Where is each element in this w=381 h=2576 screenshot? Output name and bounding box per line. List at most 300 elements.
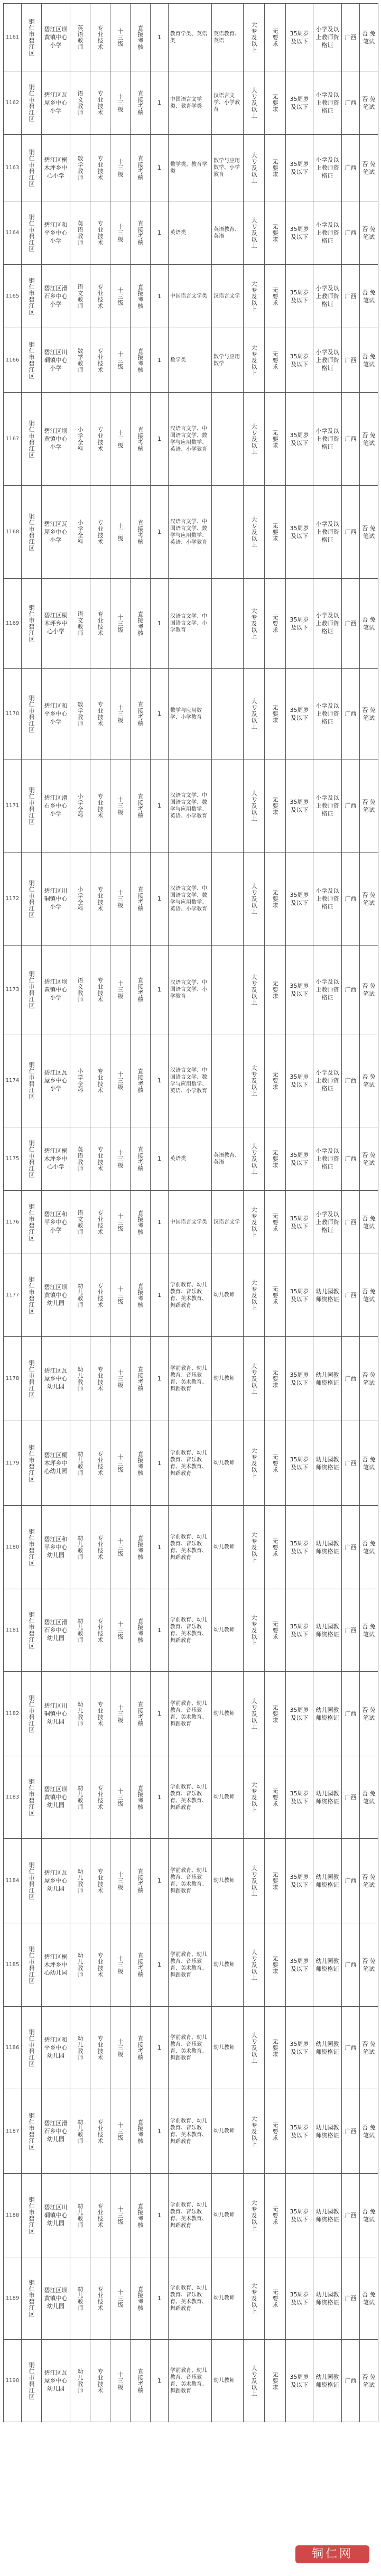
table-row bbox=[4, 1421, 378, 1506]
level-cell: 十三级 bbox=[110, 1506, 131, 1589]
region-cell: 广西 bbox=[342, 1923, 360, 2007]
school-cell: 碧江区坝黄镇中心小学 bbox=[42, 393, 70, 486]
row-id-cell: 1162 bbox=[4, 71, 22, 135]
degree-cell: 无要求 bbox=[265, 328, 286, 393]
method-cell: 直接考核 bbox=[131, 1191, 151, 1254]
remark-cell: 否 免笔试 bbox=[360, 328, 378, 393]
level-cell: 十三级 bbox=[110, 135, 131, 201]
major-cell: 汉语言文学、中国语言文学、数学与应用数学、英语、小学教育 bbox=[169, 486, 212, 579]
education-cell: 大专及以上 bbox=[244, 486, 265, 579]
row-id-cell: 1186 bbox=[4, 2007, 22, 2089]
major-alt-cell: 幼儿教师 bbox=[212, 2089, 244, 2174]
unit-cell: 铜仁市碧江区 bbox=[22, 853, 42, 946]
school-cell: 碧江区川硐镇中心小学 bbox=[42, 853, 70, 946]
age-cell: 35周岁及以下 bbox=[286, 1127, 313, 1191]
region-cell: 广西 bbox=[342, 4, 360, 71]
category-cell: 专业技术 bbox=[90, 1191, 110, 1254]
school-cell: 碧江区滑石乡中心小学 bbox=[42, 759, 70, 853]
level-cell: 十三级 bbox=[110, 759, 131, 853]
certificate-cell: 小学及以上教师资格证 bbox=[313, 71, 342, 135]
post-cell: 小学全科 bbox=[70, 486, 90, 579]
category-cell: 专业技术 bbox=[90, 135, 110, 201]
unit-cell: 铜仁市碧江区 bbox=[22, 1589, 42, 1672]
degree-cell: 无要求 bbox=[265, 1421, 286, 1506]
remark-cell: 否 免笔试 bbox=[360, 2257, 378, 2340]
certificate-cell: 幼儿园教师资格证 bbox=[313, 1756, 342, 1839]
major-alt-cell: 幼儿教师 bbox=[212, 1506, 244, 1589]
category-cell: 专业技术 bbox=[90, 2007, 110, 2089]
count-cell: 1 bbox=[151, 1589, 169, 1672]
unit-cell: 铜仁市碧江区 bbox=[22, 328, 42, 393]
table-row bbox=[4, 1254, 378, 1337]
row-id-cell: 1180 bbox=[4, 1506, 22, 1589]
table-row bbox=[4, 201, 378, 265]
major-cell: 汉语言文学、中国语言文学、数学与应用数学、英语、小学教育 bbox=[169, 853, 212, 946]
level-cell: 十三级 bbox=[110, 2089, 131, 2174]
certificate-cell: 小学及以上教师资格证 bbox=[313, 4, 342, 71]
major-cell: 学前教育、幼儿教育、音乐教育、美术教育、舞蹈教育 bbox=[169, 2007, 212, 2089]
category-cell: 专业技术 bbox=[90, 1127, 110, 1191]
degree-cell: 无要求 bbox=[265, 1337, 286, 1421]
table-row bbox=[4, 2257, 378, 2340]
post-cell: 幼儿教师 bbox=[70, 1421, 90, 1506]
method-cell: 直接考核 bbox=[131, 1589, 151, 1672]
degree-cell: 无要求 bbox=[265, 759, 286, 853]
count-cell: 1 bbox=[151, 1672, 169, 1756]
major-alt-cell: 汉语言文学 bbox=[212, 1191, 244, 1254]
region-cell: 广西 bbox=[342, 486, 360, 579]
certificate-cell: 幼儿园教师资格证 bbox=[313, 1839, 342, 1923]
major-cell: 教育学类、英语类 bbox=[169, 4, 212, 71]
level-cell: 十三级 bbox=[110, 1839, 131, 1923]
school-cell: 碧江区和平乡中心幼儿园 bbox=[42, 1506, 70, 1589]
unit-cell: 铜仁市碧江区 bbox=[22, 1337, 42, 1421]
remark-cell: 否 免笔试 bbox=[360, 1672, 378, 1756]
age-cell: 35周岁及以下 bbox=[286, 2340, 313, 2422]
school-cell: 碧江区坝黄镇中心小学 bbox=[42, 4, 70, 71]
method-cell: 直接考核 bbox=[131, 1839, 151, 1923]
remark-cell: 否 免笔试 bbox=[360, 1589, 378, 1672]
unit-cell: 铜仁市碧江区 bbox=[22, 1421, 42, 1506]
school-cell: 碧江区瓦屋乡中心小学 bbox=[42, 1034, 70, 1127]
education-cell: 大专及以上 bbox=[244, 1839, 265, 1923]
major-alt-cell: 幼儿教师 bbox=[212, 1672, 244, 1756]
region-cell: 广西 bbox=[342, 579, 360, 669]
age-cell: 35周岁及以下 bbox=[286, 2174, 313, 2257]
school-cell: 碧江区桐木坪乡中心幼儿园 bbox=[42, 1923, 70, 2007]
method-cell: 直接考核 bbox=[131, 135, 151, 201]
row-id-cell: 1177 bbox=[4, 1254, 22, 1337]
school-cell: 碧江区瓦屋乡中心小学 bbox=[42, 71, 70, 135]
category-cell: 专业技术 bbox=[90, 759, 110, 853]
major-alt-cell: 幼儿教师 bbox=[212, 2340, 244, 2422]
method-cell: 直接考核 bbox=[131, 1254, 151, 1337]
major-cell: 学前教育、幼儿教育、音乐教育、美术教育、舞蹈教育 bbox=[169, 1506, 212, 1589]
remark-cell: 否 免笔试 bbox=[360, 1923, 378, 2007]
level-cell: 十三级 bbox=[110, 2340, 131, 2422]
age-cell: 35周岁及以下 bbox=[286, 1672, 313, 1756]
remark-cell: 否 免笔试 bbox=[360, 2089, 378, 2174]
certificate-cell: 幼儿园教师资格证 bbox=[313, 2089, 342, 2174]
row-id-cell: 1170 bbox=[4, 669, 22, 759]
degree-cell: 无要求 bbox=[265, 1127, 286, 1191]
age-cell: 35周岁及以下 bbox=[286, 1034, 313, 1127]
unit-cell: 铜仁市碧江区 bbox=[22, 135, 42, 201]
major-cell: 学前教育、幼儿教育、音乐教育、美术教育、舞蹈教育 bbox=[169, 2257, 212, 2340]
category-cell: 专业技术 bbox=[90, 1923, 110, 2007]
unit-cell: 铜仁市碧江区 bbox=[22, 1034, 42, 1127]
post-cell: 幼儿教师 bbox=[70, 1337, 90, 1421]
age-cell: 35周岁及以下 bbox=[286, 1756, 313, 1839]
major-alt-cell: 幼儿教师 bbox=[212, 1923, 244, 2007]
education-cell: 大专及以上 bbox=[244, 71, 265, 135]
education-cell: 大专及以上 bbox=[244, 2340, 265, 2422]
category-cell: 专业技术 bbox=[90, 1034, 110, 1127]
level-cell: 十三级 bbox=[110, 486, 131, 579]
major-cell: 英语类 bbox=[169, 201, 212, 265]
school-cell: 碧江区瓦屋乡中心幼儿园 bbox=[42, 1839, 70, 1923]
method-cell: 直接考核 bbox=[131, 2340, 151, 2422]
category-cell: 专业技术 bbox=[90, 1421, 110, 1506]
certificate-cell: 小学及以上教师资格证 bbox=[313, 853, 342, 946]
education-cell: 大专及以上 bbox=[244, 4, 265, 71]
education-cell: 大专及以上 bbox=[244, 1127, 265, 1191]
count-cell: 1 bbox=[151, 946, 169, 1034]
unit-cell: 铜仁市碧江区 bbox=[22, 486, 42, 579]
major-cell: 汉语言文学、中国语言文学、数学与应用数学、英语、小学教育 bbox=[169, 393, 212, 486]
level-cell: 十三级 bbox=[110, 579, 131, 669]
education-cell: 大专及以上 bbox=[244, 2007, 265, 2089]
table-row bbox=[4, 759, 378, 853]
region-cell: 广西 bbox=[342, 2257, 360, 2340]
post-cell: 数学教师 bbox=[70, 328, 90, 393]
major-cell: 学前教育、幼儿教育、音乐教育、美术教育、舞蹈教育 bbox=[169, 1756, 212, 1839]
major-alt-cell: 幼儿教师 bbox=[212, 1421, 244, 1506]
row-id-cell: 1171 bbox=[4, 759, 22, 853]
school-cell: 碧江区坝黄镇中心小学 bbox=[42, 946, 70, 1034]
education-cell: 大专及以上 bbox=[244, 946, 265, 1034]
row-id-cell: 1176 bbox=[4, 1191, 22, 1254]
level-cell: 十三级 bbox=[110, 201, 131, 265]
degree-cell: 无要求 bbox=[265, 1756, 286, 1839]
education-cell: 大专及以上 bbox=[244, 1923, 265, 2007]
certificate-cell: 幼儿园教师资格证 bbox=[313, 1337, 342, 1421]
certificate-cell: 小学及以上教师资格证 bbox=[313, 328, 342, 393]
school-cell: 碧江区坝黄镇中心幼儿园 bbox=[42, 2257, 70, 2340]
age-cell: 35周岁及以下 bbox=[286, 759, 313, 853]
table-row bbox=[4, 2007, 378, 2089]
count-cell: 1 bbox=[151, 1337, 169, 1421]
post-cell: 幼儿教师 bbox=[70, 2257, 90, 2340]
level-cell: 十三级 bbox=[110, 1672, 131, 1756]
row-id-cell: 1184 bbox=[4, 1839, 22, 1923]
education-cell: 大专及以上 bbox=[244, 2174, 265, 2257]
school-cell: 碧江区和平乡中心幼儿园 bbox=[42, 2007, 70, 2089]
age-cell: 35周岁及以下 bbox=[286, 579, 313, 669]
age-cell: 35周岁及以下 bbox=[286, 669, 313, 759]
count-cell: 1 bbox=[151, 4, 169, 71]
certificate-cell: 小学及以上教师资格证 bbox=[313, 265, 342, 328]
method-cell: 直接考核 bbox=[131, 669, 151, 759]
age-cell: 35周岁及以下 bbox=[286, 853, 313, 946]
degree-cell: 无要求 bbox=[265, 1589, 286, 1672]
table-row bbox=[4, 1839, 378, 1923]
region-cell: 广西 bbox=[342, 1127, 360, 1191]
post-cell: 语文教师 bbox=[70, 71, 90, 135]
education-cell: 大专及以上 bbox=[244, 2089, 265, 2174]
remark-cell: 否 免笔试 bbox=[360, 265, 378, 328]
major-cell: 学前教育、幼儿教育、音乐教育、美术教育、舞蹈教育 bbox=[169, 2174, 212, 2257]
age-cell: 35周岁及以下 bbox=[286, 4, 313, 71]
unit-cell: 铜仁市碧江区 bbox=[22, 4, 42, 71]
unit-cell: 铜仁市碧江区 bbox=[22, 265, 42, 328]
table-row bbox=[4, 1756, 378, 1839]
unit-cell: 铜仁市碧江区 bbox=[22, 669, 42, 759]
category-cell: 专业技术 bbox=[90, 4, 110, 71]
category-cell: 专业技术 bbox=[90, 1337, 110, 1421]
major-alt-cell bbox=[212, 946, 244, 1034]
degree-cell: 无要求 bbox=[265, 1191, 286, 1254]
certificate-cell: 幼儿园教师资格证 bbox=[313, 1506, 342, 1589]
row-id-cell: 1189 bbox=[4, 2257, 22, 2340]
post-cell: 幼儿教师 bbox=[70, 1506, 90, 1589]
table-row bbox=[4, 1127, 378, 1191]
certificate-cell: 幼儿园教师资格证 bbox=[313, 1254, 342, 1337]
degree-cell: 无要求 bbox=[265, 71, 286, 135]
level-cell: 十三级 bbox=[110, 1254, 131, 1337]
post-cell: 语文教师 bbox=[70, 946, 90, 1034]
row-id-cell: 1190 bbox=[4, 2340, 22, 2422]
region-cell: 广西 bbox=[342, 1756, 360, 1839]
region-cell: 广西 bbox=[342, 2089, 360, 2174]
row-id-cell: 1166 bbox=[4, 328, 22, 393]
unit-cell: 铜仁市碧江区 bbox=[22, 71, 42, 135]
remark-cell: 否 免笔试 bbox=[360, 486, 378, 579]
major-alt-cell: 幼儿教师 bbox=[212, 2174, 244, 2257]
table-row bbox=[4, 393, 378, 486]
count-cell: 1 bbox=[151, 2089, 169, 2174]
unit-cell: 铜仁市碧江区 bbox=[22, 946, 42, 1034]
unit-cell: 铜仁市碧江区 bbox=[22, 1756, 42, 1839]
major-cell: 汉语言文学、中国语言文学、小学教育 bbox=[169, 946, 212, 1034]
unit-cell: 铜仁市碧江区 bbox=[22, 2257, 42, 2340]
level-cell: 十三级 bbox=[110, 1191, 131, 1254]
remark-cell: 否 免笔试 bbox=[360, 2007, 378, 2089]
age-cell: 35周岁及以下 bbox=[286, 1191, 313, 1254]
row-id-cell: 1179 bbox=[4, 1421, 22, 1506]
table-row bbox=[4, 1506, 378, 1589]
unit-cell: 铜仁市碧江区 bbox=[22, 1839, 42, 1923]
method-cell: 直接考核 bbox=[131, 4, 151, 71]
region-cell: 广西 bbox=[342, 1034, 360, 1127]
method-cell: 直接考核 bbox=[131, 579, 151, 669]
major-cell: 学前教育、幼儿教育、音乐教育、美术教育、舞蹈教育 bbox=[169, 1337, 212, 1421]
remark-cell: 否 免笔试 bbox=[360, 4, 378, 71]
table-row bbox=[4, 579, 378, 669]
degree-cell: 无要求 bbox=[265, 135, 286, 201]
region-cell: 广西 bbox=[342, 1506, 360, 1589]
major-alt-cell: 英语教育、英语 bbox=[212, 4, 244, 71]
post-cell: 幼儿教师 bbox=[70, 1254, 90, 1337]
degree-cell: 无要求 bbox=[265, 1034, 286, 1127]
age-cell: 35周岁及以下 bbox=[286, 486, 313, 579]
method-cell: 直接考核 bbox=[131, 759, 151, 853]
category-cell: 专业技术 bbox=[90, 201, 110, 265]
method-cell: 直接考核 bbox=[131, 853, 151, 946]
degree-cell: 无要求 bbox=[265, 2007, 286, 2089]
table-row bbox=[4, 328, 378, 393]
row-id-cell: 1188 bbox=[4, 2174, 22, 2257]
post-cell: 英语教师 bbox=[70, 1127, 90, 1191]
certificate-cell: 小学及以上教师资格证 bbox=[313, 946, 342, 1034]
major-cell: 汉语言文学、中国语言文学、数学与应用数学、英语、小学教育 bbox=[169, 1034, 212, 1127]
level-cell: 十三级 bbox=[110, 946, 131, 1034]
row-id-cell: 1161 bbox=[4, 4, 22, 71]
age-cell: 35周岁及以下 bbox=[286, 1839, 313, 1923]
remark-cell: 否 免笔试 bbox=[360, 393, 378, 486]
certificate-cell: 小学及以上教师资格证 bbox=[313, 1191, 342, 1254]
unit-cell: 铜仁市碧江区 bbox=[22, 1923, 42, 2007]
table-row bbox=[4, 1589, 378, 1672]
row-id-cell: 1182 bbox=[4, 1672, 22, 1756]
major-cell: 学前教育、幼儿教育、音乐教育、美术教育、舞蹈教育 bbox=[169, 2340, 212, 2422]
table-row bbox=[4, 265, 378, 328]
table-row bbox=[4, 1034, 378, 1127]
recruitment-table bbox=[3, 3, 378, 2422]
certificate-cell: 小学及以上教师资格证 bbox=[313, 579, 342, 669]
major-cell: 学前教育、幼儿教育、音乐教育、美术教育、舞蹈教育 bbox=[169, 2089, 212, 2174]
count-cell: 1 bbox=[151, 393, 169, 486]
level-cell: 十三级 bbox=[110, 1127, 131, 1191]
unit-cell: 铜仁市碧江区 bbox=[22, 1254, 42, 1337]
region-cell: 广西 bbox=[342, 135, 360, 201]
level-cell: 十三级 bbox=[110, 669, 131, 759]
count-cell: 1 bbox=[151, 135, 169, 201]
count-cell: 1 bbox=[151, 853, 169, 946]
category-cell: 专业技术 bbox=[90, 2257, 110, 2340]
post-cell: 语文教师 bbox=[70, 1191, 90, 1254]
certificate-cell: 幼儿园教师资格证 bbox=[313, 2340, 342, 2422]
certificate-cell: 小学及以上教师资格证 bbox=[313, 135, 342, 201]
post-cell: 幼儿教师 bbox=[70, 2340, 90, 2422]
row-id-cell: 1168 bbox=[4, 486, 22, 579]
major-cell: 英语类 bbox=[169, 1127, 212, 1191]
major-alt-cell: 英语教育、英语 bbox=[212, 201, 244, 265]
age-cell: 35周岁及以下 bbox=[286, 1506, 313, 1589]
category-cell: 专业技术 bbox=[90, 1589, 110, 1672]
region-cell: 广西 bbox=[342, 1254, 360, 1337]
major-alt-cell: 汉语言文学 bbox=[212, 265, 244, 328]
post-cell: 小学全科 bbox=[70, 1034, 90, 1127]
school-cell: 碧江区瓦屋乡中心小学 bbox=[42, 486, 70, 579]
level-cell: 十三级 bbox=[110, 328, 131, 393]
post-cell: 幼儿教师 bbox=[70, 2089, 90, 2174]
count-cell: 1 bbox=[151, 1839, 169, 1923]
major-cell: 数学类、教育学类 bbox=[169, 135, 212, 201]
age-cell: 35周岁及以下 bbox=[286, 2089, 313, 2174]
region-cell: 广西 bbox=[342, 201, 360, 265]
count-cell: 1 bbox=[151, 1034, 169, 1127]
major-cell: 学前教育、幼儿教育、音乐教育、美术教育、舞蹈教育 bbox=[169, 1589, 212, 1672]
method-cell: 直接考核 bbox=[131, 1127, 151, 1191]
degree-cell: 无要求 bbox=[265, 1672, 286, 1756]
major-alt-cell bbox=[212, 853, 244, 946]
count-cell: 1 bbox=[151, 1191, 169, 1254]
age-cell: 35周岁及以下 bbox=[286, 1421, 313, 1506]
major-alt-cell: 幼儿教师 bbox=[212, 2007, 244, 2089]
region-cell: 广西 bbox=[342, 1589, 360, 1672]
level-cell: 十三级 bbox=[110, 71, 131, 135]
certificate-cell: 幼儿园教师资格证 bbox=[313, 1923, 342, 2007]
post-cell: 语文教师 bbox=[70, 579, 90, 669]
table-row bbox=[4, 853, 378, 946]
education-cell: 大专及以上 bbox=[244, 1421, 265, 1506]
major-cell: 学前教育、幼儿教育、音乐教育、美术教育、舞蹈教育 bbox=[169, 1254, 212, 1337]
method-cell: 直接考核 bbox=[131, 2257, 151, 2340]
education-cell: 大专及以上 bbox=[244, 1254, 265, 1337]
school-cell: 碧江区和平乡中心小学 bbox=[42, 201, 70, 265]
major-alt-cell bbox=[212, 579, 244, 669]
certificate-cell: 小学及以上教师资格证 bbox=[313, 201, 342, 265]
major-alt-cell bbox=[212, 393, 244, 486]
table-row bbox=[4, 669, 378, 759]
category-cell: 专业技术 bbox=[90, 265, 110, 328]
level-cell: 十三级 bbox=[110, 2007, 131, 2089]
table-row bbox=[4, 71, 378, 135]
remark-cell: 否 免笔试 bbox=[360, 1756, 378, 1839]
region-cell: 广西 bbox=[342, 265, 360, 328]
count-cell: 1 bbox=[151, 759, 169, 853]
category-cell: 专业技术 bbox=[90, 1672, 110, 1756]
unit-cell: 铜仁市碧江区 bbox=[22, 1672, 42, 1756]
certificate-cell: 小学及以上教师资格证 bbox=[313, 669, 342, 759]
category-cell: 专业技术 bbox=[90, 853, 110, 946]
school-cell: 碧江区滑石乡中心小学 bbox=[42, 265, 70, 328]
region-cell: 广西 bbox=[342, 853, 360, 946]
remark-cell: 否 免笔试 bbox=[360, 946, 378, 1034]
major-alt-cell: 数学与应用数学、小学教育 bbox=[212, 135, 244, 201]
post-cell: 小学全科 bbox=[70, 853, 90, 946]
unit-cell: 铜仁市碧江区 bbox=[22, 2089, 42, 2174]
method-cell: 直接考核 bbox=[131, 393, 151, 486]
count-cell: 1 bbox=[151, 2340, 169, 2422]
post-cell: 幼儿教师 bbox=[70, 1589, 90, 1672]
major-alt-cell bbox=[212, 1034, 244, 1127]
table-row bbox=[4, 2089, 378, 2174]
school-cell: 碧江区瓦屋乡中心幼儿园 bbox=[42, 1337, 70, 1421]
unit-cell: 铜仁市碧江区 bbox=[22, 393, 42, 486]
remark-cell: 否 免笔试 bbox=[360, 1191, 378, 1254]
remark-cell: 否 免笔试 bbox=[360, 1337, 378, 1421]
region-cell: 广西 bbox=[342, 71, 360, 135]
method-cell: 直接考核 bbox=[131, 1923, 151, 2007]
count-cell: 1 bbox=[151, 328, 169, 393]
level-cell: 十三级 bbox=[110, 1034, 131, 1127]
count-cell: 1 bbox=[151, 486, 169, 579]
row-id-cell: 1185 bbox=[4, 1923, 22, 2007]
table-row bbox=[4, 486, 378, 579]
level-cell: 十三级 bbox=[110, 2257, 131, 2340]
region-cell: 广西 bbox=[342, 946, 360, 1034]
row-id-cell: 1164 bbox=[4, 201, 22, 265]
row-id-cell: 1175 bbox=[4, 1127, 22, 1191]
remark-cell: 否 免笔试 bbox=[360, 1127, 378, 1191]
category-cell: 专业技术 bbox=[90, 328, 110, 393]
remark-cell: 否 免笔试 bbox=[360, 1839, 378, 1923]
school-cell: 碧江区桐木坪乡中心幼儿园 bbox=[42, 1421, 70, 1506]
education-cell: 大专及以上 bbox=[244, 328, 265, 393]
education-cell: 大专及以上 bbox=[244, 135, 265, 201]
